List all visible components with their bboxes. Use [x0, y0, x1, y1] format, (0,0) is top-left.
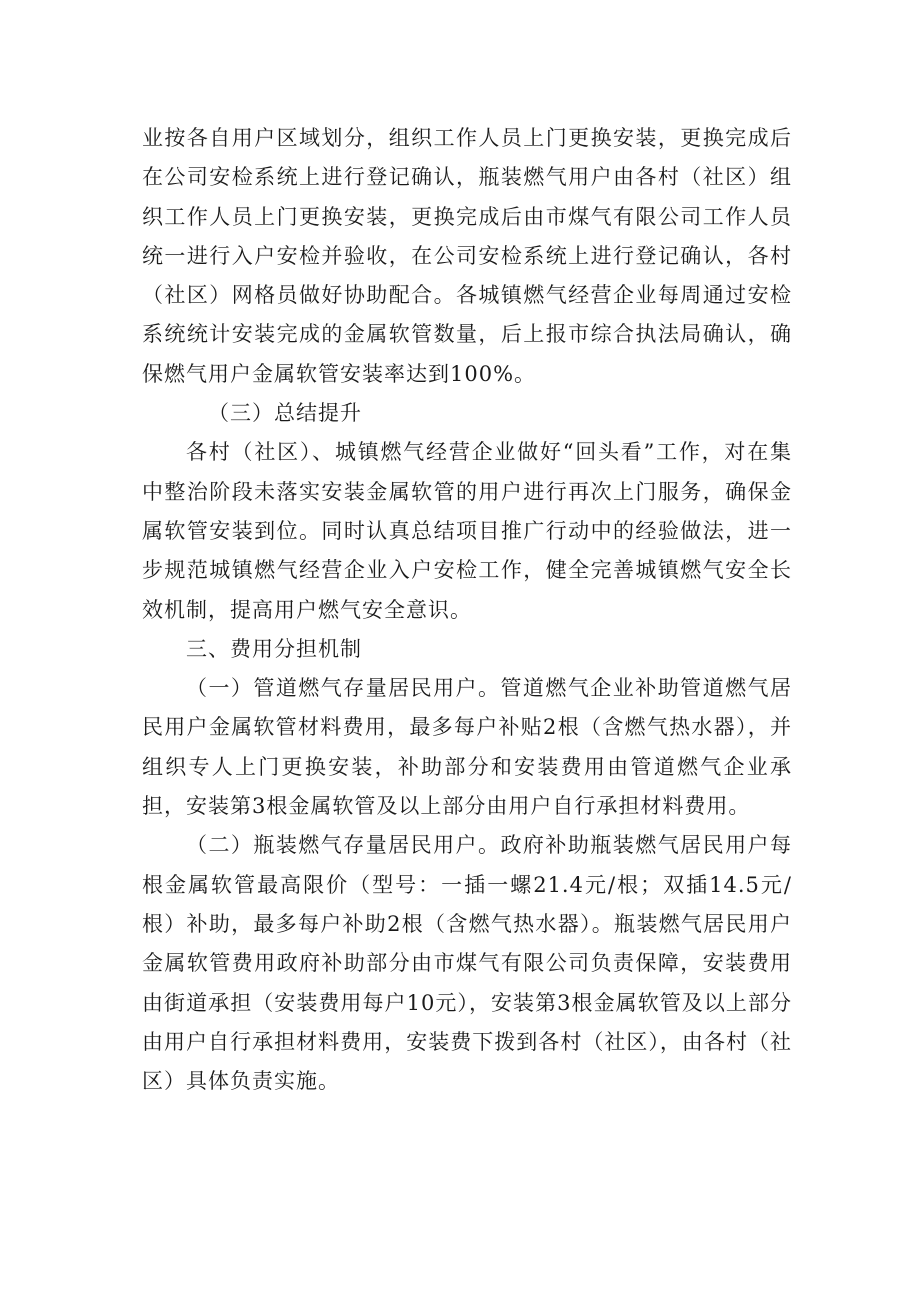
paragraph-installation-process: 业按各自用户区域划分，组织工作人员上门更换安装，更换完成后在公司安检系统上进行登记确认，瓶装燃气用户由各村（社区）组织工作人员上门更换安装，更换完成后由市煤气有限公司工作人员统一进行入户安检并验收，在公司安检系统上进行登记确认，各村（社区）网格员做好协助配合。各城镇燃气经营企业每周通过安检系统统计安装完成的金属软管数量，后上报市综合执法局确认，确保燃气用户金属软管安装率达到100%。 — [142, 126, 792, 386]
paragraph-pipeline-gas-users: （一）管道燃气存量居民用户。管道燃气企业补助管道燃气居民用户金属软管材料费用，最多每户补贴2根（含燃气热水器），并组织专人上门更换安装，补助部分和安装费用由管道燃气企业承担，安装第3根金属软管及以上部分由用户自行承担材料费用。 — [142, 676, 792, 819]
paragraph-review-work: 各村（社区）、城镇燃气经营企业做好“回头看”工作，对在集中整治阶段未落实安装金属软管的用户进行再次上门服务，确保金属软管安装到位。同时认真总结项目推广行动中的经验做法，进一步规范城镇燃气经营企业入户安检工作，健全完善城镇燃气安全长效机制，提高用户燃气安全意识。 — [142, 440, 792, 622]
paragraph-bottled-gas-users: （二）瓶装燃气存量居民用户。政府补助瓶装燃气居民用户每根金属软管最高限价（型号：一插一螺21.4元/根；双插14.5元/根）补助，最多每户补助2根（含燃气热水器）。瓶装燃气居民用户金属软管费用政府补助部分由市煤气有限公司负责保障，安装费用由街道承担（安装费用每户10元），安装第3根金属软管及以上部分由用户自行承担材料费用，安装费下拨到各村（社区），由各村（社区）具体负责实施。 — [142, 833, 792, 1094]
section-heading-summary: （三）总结提升 — [208, 401, 362, 426]
section-heading-cost-sharing: 三、费用分担机制 — [186, 636, 362, 661]
document-body — [142, 119, 792, 1101]
